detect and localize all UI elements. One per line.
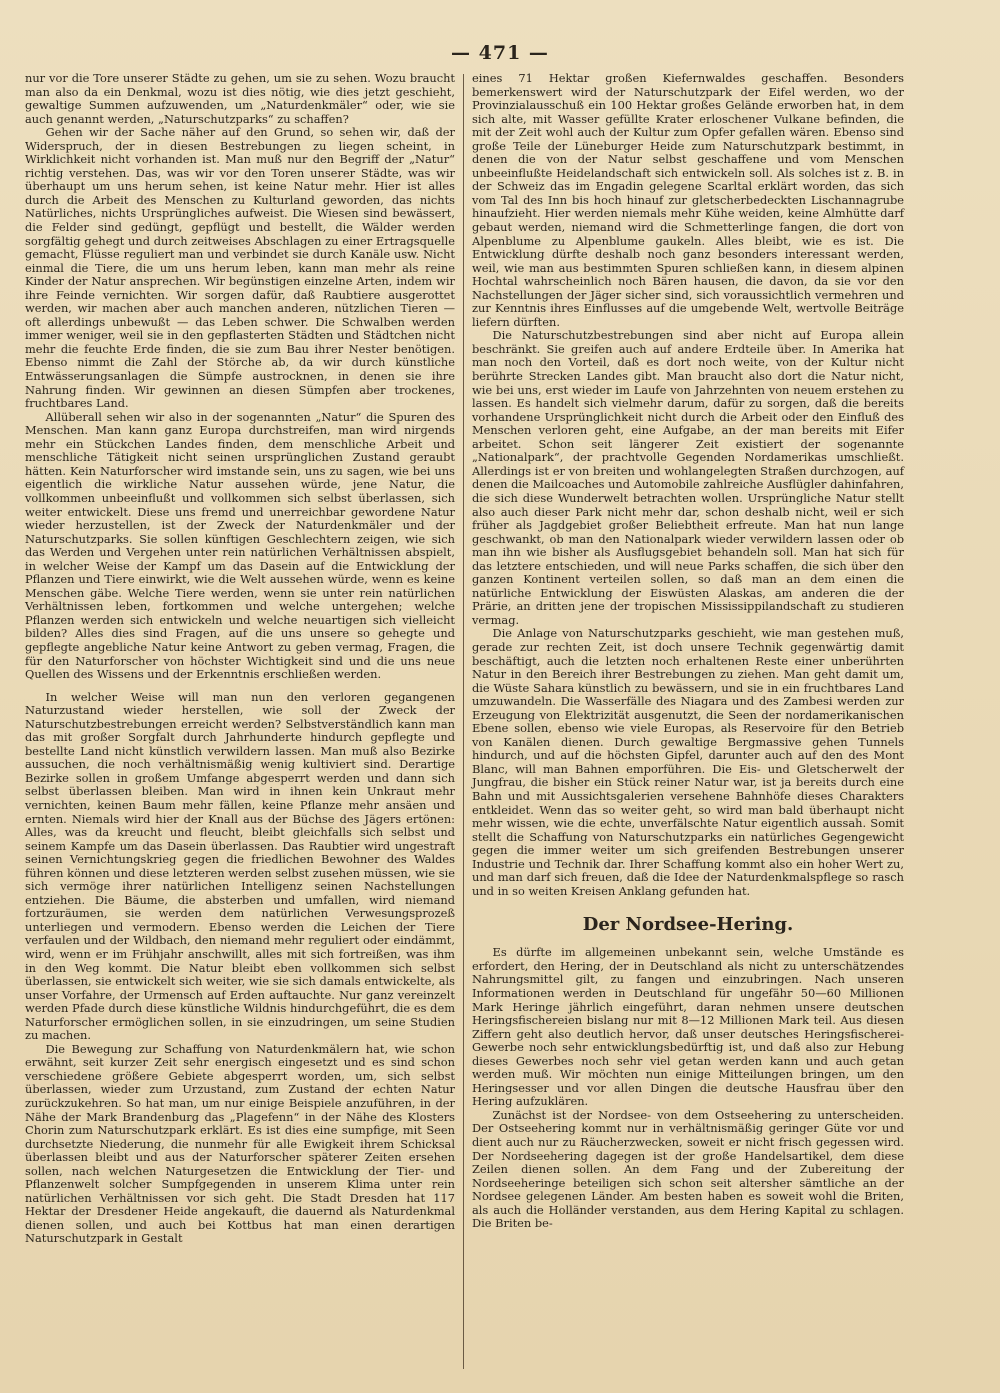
paragraph: Es dürfte im allgemeinen unbekannt sein, welche Umstände es erfordert, den Hering, der in Deutschland als nicht zu unterschätzendes Nahrungsmittel gilt, zu fangen und einzubringen. Nach unseren Informationen werden in Deutschland für ungefähr 50—60 Millionen Mark Heringe jährlich eingeführt, daran nehmen unsere deutschen Heringsfischereien bislang nur mit 8—12 Millionen Mark teil. Aus diesen Ziffern geht also deutlich hervor, daß unser deutsches Heringsfischerei-Gewerbe noch sehr entwicklungsbedürftig ist, und daß also zur Hebung dieses Gewerbes noch sehr viel getan werden kann und auch getan werden muß. Wir möchten nun einige Mitteilungen bringen, um den Heringsesser und vor allen Dingen die deutsche Hausfrau über den Hering aufzuklären. (472, 945, 904, 1109)
page-number: — 471 — (451, 42, 549, 64)
paragraph: nur vor die Tore unserer Städte zu gehen, um sie zu sehen. Wozu braucht man also da ein Denkmal, wozu ist dies nötig, wie dies jetzt geschieht, gewaltige Summen aufzuwenden, um „Naturdenkmäler“ oder, wie sie auch genannt werden, „Naturschutzparks“ zu schaffen? (25, 71, 455, 126)
column-divider (463, 74, 464, 1369)
paragraph: eines 71 Hektar großen Kiefernwaldes geschaffen. Besonders bemerkenswert wird der Naturschutzpark der Eifel werden, wo der Provinzialausschuß ein 100 Hektar großes Gelände erworben hat, in dem sich alte, mit Wasser gefüllte Krater erloschener Vulkane befinden, die mit der Zeit wohl auch der Kultur zum Opfer gefallen wären. Ebenso sind große Teile der Lüneburger Heide zum Naturschutzpark bestimmt, in denen die von der Natur selbst geschaffene und vom Menschen unbeeinflußte Heidelandschaft sich entwickeln soll. Als solches ist z. B. in der Schweiz das im Engadin gelegene Scarltal erklärt worden, das sich vom Tal des Inn bis hoch hinauf zur gletscherbedeckten Lischannagrube hinaufzieht. Hier werden niemals mehr Kühe weiden, keine Almhütte darf gebaut werden, niemand wird die Schmetterlinge fangen, die dort von Alpenblume zu Alpenblume gaukeln. Alles bleibt, wie es ist. Die Entwicklung dürfte deshalb noch ganz besonders interessant werden, weil, wie man aus bestimmten Spuren schließen kann, in diesem alpinen Hochtal wahrscheinlich noch Bären hausen, die davon, da sie vor den Nachstellungen der Jäger sicher sind, sich voraussichtlich vermehren und zur Kenntnis ihres Einflusses auf die umgebende Welt, wertvolle Beiträge liefern dürften. (472, 71, 904, 329)
right-column (472, 72, 904, 1231)
left-column (25, 72, 455, 1246)
paragraph: Die Anlage von Naturschutzparks geschieht, wie man gestehen muß, gerade zur rechten Zeit, ist doch unsere Technik gegenwärtig damit beschäftigt, auch die letzten noch erhaltenen Reste einer unberührten Natur in den Bereich ihrer Bestrebungen zu ziehen. Man geht damit um, die Wüste Sahara künstlich zu bewässern, und sie in ein fruchtbares Land umzuwandeln. Die Wasserfälle des Niagara und des Zambesi werden zur Erzeugung von Elektrizität ausgenutzt, die Seen der nordamerikanischen Ebene sollen, ebenso wie viele Europas, als Reservoire für den Betrieb von Kanälen dienen. Durch gewaltige Bergmassive gehen Tunnels hindurch, und auf die höchsten Gipfel, darunter auch auf den des Mont Blanc, will man Bahnen emporführen. Die Eis- und Gletscherwelt der Jungfrau, die bisher ein Stück reiner Natur war, ist ja bereits durch eine Bahn und mit Aussichtsgalerien versehene Bahnhöfe dieses Charakters entkleidet. Wenn das so weiter geht, so wird man bald überhaupt nicht mehr wissen, wie die echte, unverfälschte Natur eigentlich aussah. Somit stellt die Schaffung von Naturschutzparks ein natürliches Gegengewicht gegen die immer weiter um sich greifenden Bestrebungen unserer Industrie und Technik dar. Ihrer Schaffung kommt also ein hoher Wert zu, und man darf sich freuen, daß die Idee der Naturdenkmalspflege so rasch und in so weiten Kreisen Anklang gefunden hat. (472, 626, 904, 898)
paragraph: Die Bewegung zur Schaffung von Naturdenkmälern hat, wie schon erwähnt, seit kurzer Zeit sehr energisch eingesetzt und es sind schon verschiedene größere Gebiete abgesperrt worden, um, sich selbst überlassen, wieder zum Urzustand, zum Zustand der echten Natur zurückzukehren. So hat man, um nur einige Beispiele anzuführen, in der Nähe der Mark Brandenburg das „Plagefenn“ in der Nähe des Klosters Chorin zum Naturschutzpark erklärt. Es ist dies eine sumpfige, mit Seen durchsetzte Niederung, die nunmehr für alle Ewigkeit ihrem Schicksal überlassen bleibt und aus der Naturforscher späterer Zeiten ersehen sollen, nach welchen Naturgesetzen die Entwicklung der Tier- und Pflanzenwelt solcher Sumpfgegenden in unserem Klima unter rein natürlichen Verhältnissen vor sich geht. Die Stadt Dresden hat 117 Hektar der Dresdener Heide angekauft, die dauernd als Naturdenkmal dienen sollen, und auch bei Kottbus hat man einen derartigen Naturschutzpark in Gestalt (25, 1041, 455, 1246)
paragraph: Gehen wir der Sache näher auf den Grund, so sehen wir, daß der Widerspruch, der in diesen Bestrebungen zu liegen scheint, in Wirklichkeit nicht vorhanden ist. Man muß nur den Begriff der „Natur“ richtig verstehen. Das, was wir vor den Toren unserer Städte, was wir überhaupt um uns herum sehen, ist keine Natur mehr. Hier ist alles durch die Arbeit des Menschen zu Kulturland geworden, das nichts Natürliches, nichts Ursprüngliches aufweist. Die Wiesen sind bewässert, die Felder sind gedüngt, gepflügt und bestellt, die Wälder werden sorgfältig gehegt und durch zeitweises Abschlagen zu einer Ertragsquelle gemacht, Flüsse reguliert man und verbindet sie durch Kanäle usw. Nicht einmal die Tiere, die um uns herum leben, kann man mehr als reine Kinder der Natur ansprechen. Wir begünstigen einzelne Arten, indem wir ihre Feinde vernichten. Wir sorgen dafür, daß Raubtiere ausgerottet werden, wir machen aber auch manchen anderen, nützlichen Tieren — oft allerdings unbewußt — das Leben schwer. Die Schwalben werden immer weniger, weil sie in den gepflasterten Städten und Städtchen nicht mehr die feuchte Erde finden, die sie zum Bau ihrer Nester benötigen. Ebenso nimmt die Zahl der Störche ab, da wir durch künstliche Entwässerungsanlagen die Sümpfe austrocknen, in denen sie ihre Nahrung finden. Wir gewinnen an diesen Sümpfen aber trockenes, fruchtbares Land. (25, 125, 455, 411)
article-heading: Der Nordsee-Hering. (582, 914, 794, 936)
paragraph: In welcher Weise will man nun den verloren gegangenen Naturzustand wieder herstellen, wie soll der Zweck der Naturschutzbestrebungen erreicht werden? Selbstverständlich kann man das mit großer Sorgfalt durch Jahrhunderte hindurch gepflegte und bestellte Land nicht künstlich verwildern lassen. Man muß also Bezirke aussuchen, die noch verhältnismäßig wenig kultiviert sind. Derartige Bezirke sollen in großem Umfange abgesperrt werden und dann sich selbst überlassen bleiben. Man wird in ihnen kein Unkraut mehr vernichten, keinen Baum mehr fällen, keine Pflanze mehr ansäen und ernten. Niemals wird hier der Knall aus der Büchse des Jägers ertönen: Alles, was da kreucht und fleucht, bleibt gleichfalls sich selbst und seinem Kampfe um das Dasein überlassen. Das Raubtier wird ungestraft seinen Vernichtungskrieg gegen die friedlichen Bewohner des Waldes führen können und diese letzteren werden selbst zusehen müssen, wie sie sich vermöge ihrer natürlichen Intelligenz seinen Nachstellungen entziehen. Die Bäume, die absterben und umfallen, wird niemand fortzuräumen, sie werden dem natürlichen Verwesungsprozeß unterliegen und vermodern. Ebenso werden die Leichen der Tiere verfaulen und der Wildbach, den niemand mehr reguliert oder eindämmt, wird, wenn er im Frühjahr anschwillt, alles mit sich fortreißen, was ihm in den Weg kommt. Die Natur bleibt eben vollkommen sich selbst überlassen, sie entwickelt sich weiter, wie sie sich damals entwickelte, als unser Vorfahre, der Urmensch auf Erden auftauchte. Nur ganz vereinzelt werden Pfade durch diese künstliche Wildnis hindurchgeführt, die es dem Naturforscher ermöglichen sollen, in sie einzudringen, um seine Studien zu machen. (25, 689, 455, 1043)
paragraph: Allüberall sehen wir also in der sogenannten „Natur“ die Spuren des Menschen. Man kann ganz Europa durchstreifen, man wird nirgends mehr ein Stückchen Landes finden, dem menschliche Arbeit und menschliche Tätigkeit nicht seinen ursprünglichen Zustand geraubt hätten. Kein Naturforscher wird imstande sein, uns zu sagen, wie bei uns eigentlich die wirkliche Natur aussehen würde, jene Natur, die vollkommen unbeeinflußt und vollkommen sich selbst überlassen, sich weiter entwickelt. Diese uns fremd und unerreichbar gewordene Natur wieder herzustellen, ist der Zweck der Naturdenkmäler und der Naturschutzparks. Sie sollen künftigen Geschlechtern zeigen, wie sich das Werden und Vergehen unter rein natürlichen Verhältnissen abspielt, in welcher Weise der Kampf um das Dasein auf die Entwicklung der Pflanzen und Tiere einwirkt, wie die Welt aussehen würde, wenn es keine Menschen gäbe. Welche Tiere werden, wenn sie unter rein natürlichen Verhältnissen leben, fortkommen und welche untergehen; welche Pflanzen werden sich entwickeln und welche neuartigen sich vielleicht bilden? Alles dies sind Fragen, auf die uns unsere so gehegte und gepflegte angebliche Natur keine Antwort zu geben vermag, Fragen, die für den Naturforscher von höchster Wichtigkeit sind und die uns neue Quellen des Wissens und der Erkenntnis erschließen werden. (25, 409, 455, 682)
paragraph: Zunächst ist der Nordsee- von dem Ostseehering zu unterscheiden. Der Ostseehering kommt nur in verhältnismäßig geringer Güte vor und dient auch nur zu Räucherzwecken, soweit er nicht frisch gegessen wird. Der Nordseehering dagegen ist der große Handelsartikel, dem diese Zeilen dienen sollen. An dem Fang und der Zubereitung der Nordseeheringe beteiligen sich schon seit altersher sämtliche an der Nordsee gelegenen Länder. Am besten haben es soweit wohl die Briten, als auch die Holländer verstanden, aus dem Hering Kapital zu schlagen. Die Briten be- (472, 1107, 904, 1231)
paragraph: Die Naturschutzbestrebungen sind aber nicht auf Europa allein beschränkt. Sie greifen auch auf andere Erdteile über. In Amerika hat man noch den Vorteil, daß es dort noch weite, von der Kultur nicht berührte Strecken Landes gibt. Man braucht also dort die Natur nicht, wie bei uns, erst wieder im Laufe von Jahrzehnten von neuem erstehen zu lassen. Es handelt sich vielmehr darum, dafür zu sorgen, daß die bereits vorhandene Ursprünglichkeit nicht durch die Arbeit oder den Einfluß des Menschen verloren geht, eine Aufgabe, an der man bereits mit Eifer arbeitet. Schon seit längerer Zeit existiert der sogenannte „Nationalpark“, der prachtvolle Gegenden Nordamerikas umschließt. Allerdings ist er von breiten und wohlangelegten Straßen durchzogen, auf denen die Mailcoaches und Automobile zahlreiche Ausflügler dahinfahren, die sich diese Wunderwelt betrachten wollen. Ursprüngliche Natur stellt also auch dieser Park nicht mehr dar, schon deshalb nicht, weil er sich früher als Jagdgebiet großer Beliebtheit erfreute. Man hat nun lange geschwankt, ob man den Nationalpark wieder verwildern lassen oder ob man ihn wie bisher als Ausflugsgebiet behandeln soll. Man hat sich für das letztere entschieden, und will neue Parks schaffen, die sich über den ganzen Kontinent verteilen sollen, so daß man an dem einen die natürliche Entwicklung der Eiswüsten Alaskas, am anderen die der Prärie, an dritten jene der tropischen Mississippilandschaft zu studieren vermag. (472, 328, 904, 627)
